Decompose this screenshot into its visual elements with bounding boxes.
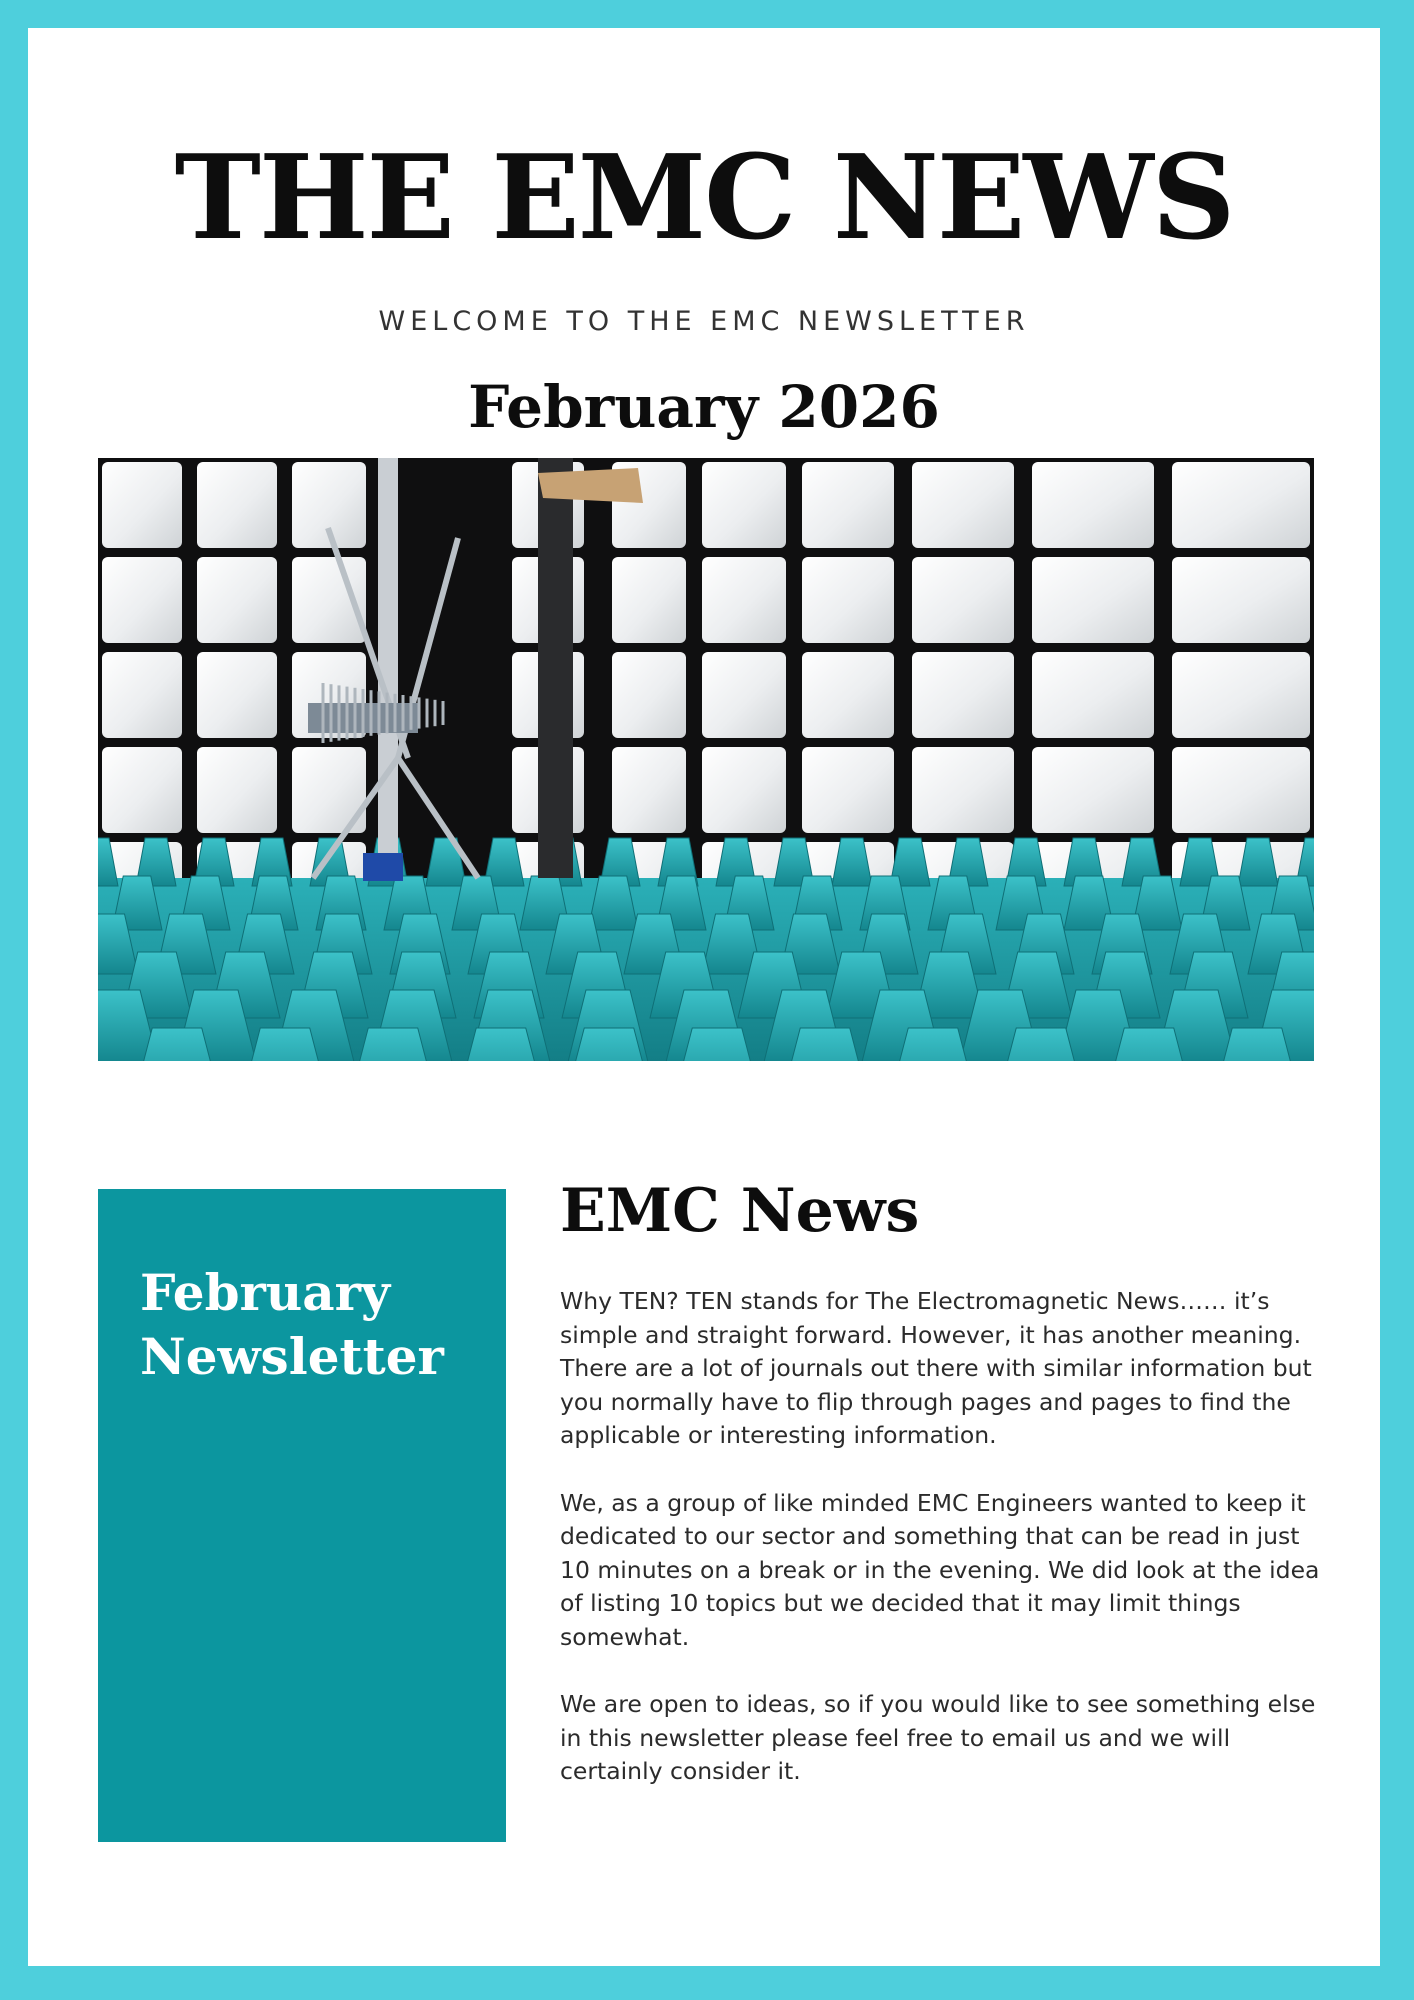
wall-absorber-tile — [102, 747, 182, 833]
wall-absorber-tile — [1032, 652, 1154, 738]
chamber-door — [538, 458, 573, 878]
wall-absorber-tile — [197, 462, 277, 548]
side-panel — [98, 1189, 506, 1842]
wall-absorber-tile — [1032, 557, 1154, 643]
article-paragraph: We are open to ideas, so if you would like to see something else in this newsletter please feel free to email us and we will certainly consider it. — [560, 1690, 1316, 1786]
issue-date: February 2026 — [468, 373, 940, 441]
wall-absorber-tile — [612, 557, 686, 643]
wall-absorber-tile — [102, 557, 182, 643]
masthead-tagline: WELCOME TO THE EMC NEWSLETTER — [378, 306, 1030, 337]
wall-absorber-tile — [197, 652, 277, 738]
wall-absorber-tile — [612, 747, 686, 833]
wooden-mount — [538, 468, 643, 503]
side-panel-title — [140, 1261, 490, 1389]
newsletter-page — [28, 28, 1380, 1966]
wall-absorber-tile — [802, 747, 894, 833]
wall-absorber-tile — [802, 652, 894, 738]
wall-absorber-tile — [1032, 747, 1154, 833]
wall-absorber-tile — [1172, 462, 1310, 548]
wall-absorber-tile — [802, 462, 894, 548]
wall-absorber-tile — [912, 462, 1014, 548]
article-paragraph: Why TEN? TEN stands for The Electromagnetic News…… it’s simple and straight forward. However, it has another meaning. There are a lot of journals out there with similar information but you normally have to flip through pages and pages to find the applicable or interesting information. — [560, 1287, 1312, 1450]
article-heading: EMC News — [560, 1176, 920, 1246]
article-paragraph: We, as a group of like minded EMC Engineers wanted to keep it dedicated to our sector and something that can be read in just 10 minutes on a break or in the evening. We did look at the idea of listing 10 topics but we decided that it may limit things somewhat. — [560, 1488, 1320, 1651]
wall-absorber-tile — [802, 557, 894, 643]
wall-absorber-tile — [702, 462, 786, 548]
wall-absorber-tile — [702, 557, 786, 643]
wall-absorber-tile — [612, 652, 686, 738]
wall-absorber-tile — [102, 652, 182, 738]
wall-absorber-tile — [912, 747, 1014, 833]
wall-absorber-tile — [702, 747, 786, 833]
wall-absorber-tile — [197, 557, 277, 643]
wall-absorber-tile — [1172, 557, 1310, 643]
wall-absorber-tile — [1172, 652, 1310, 738]
wall-absorber-tile — [1172, 747, 1310, 833]
wall-absorber-tile — [102, 462, 182, 548]
masthead-title: THE EMC NEWS — [174, 130, 1234, 266]
wall-absorber-tile — [1032, 462, 1154, 548]
wall-absorber-tile — [702, 652, 786, 738]
wall-absorber-tile — [197, 747, 277, 833]
wall-absorber-tile — [912, 557, 1014, 643]
anechoic-chamber-photo — [98, 458, 1314, 1061]
article-body — [560, 1285, 1330, 1823]
wall-absorber-tile — [912, 652, 1014, 738]
side-title-line1: February — [140, 1263, 391, 1322]
side-title-line2: Newsletter — [140, 1327, 444, 1386]
